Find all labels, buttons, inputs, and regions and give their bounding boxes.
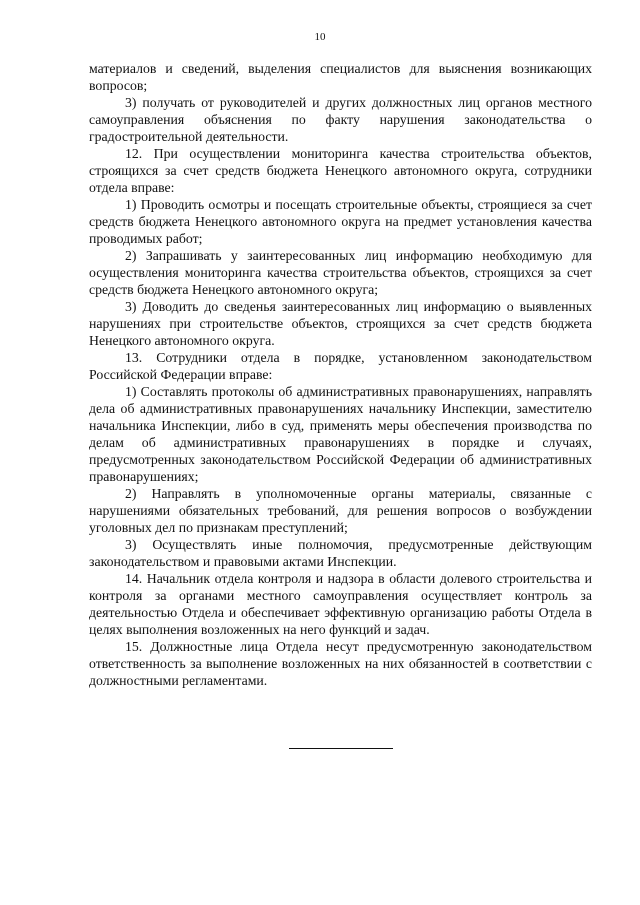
paragraph-continuation: материалов и сведений, выделения специалистов для выяснения возникающих вопросов; bbox=[89, 61, 592, 93]
paragraph-clause-13-item-3: 3) Осуществлять иные полномочия, предусмотренные действующим законодательством и правовыми актами Инспекции. bbox=[89, 537, 592, 569]
paragraph-clause-12-item-3: 3) Доводить до сведенья заинтересованных лиц информацию о выявленных нарушениях при строительстве объектов, строящихся за счет средств бюджета Ненецкого автономного округа. bbox=[89, 299, 592, 348]
end-of-document-rule bbox=[289, 748, 393, 749]
paragraph-clause-13-item-2: 2) Направлять в уполномоченные органы материалы, связанные с нарушениями обязательных требований, для решения вопросов о возбуждении уголовных дел по признакам преступлений; bbox=[89, 486, 592, 535]
paragraph-clause-14: 14. Начальник отдела контроля и надзора в области долевого строительства и контроля за органами местного самоуправления осуществляет контроль за деятельностью Отдела и обеспечивает эффективную организацию работы Отдела в целях выполнения возложенных на него функций и задач. bbox=[89, 571, 592, 637]
paragraph-clause-13: 13. Сотрудники отдела в порядке, установленном законодательством Российской Федерации вправе: bbox=[89, 350, 592, 382]
paragraph-clause-12-item-2: 2) Запрашивать у заинтересованных лиц информацию необходимую для осуществления мониторинга качества строительства объектов, строящихся за счет средств бюджета Ненецкого автономного округа; bbox=[89, 248, 592, 297]
paragraph-clause-12-item-1: 1) Проводить осмотры и посещать строительные объекты, строящиеся за счет средств бюджета Ненецкого автономного округа на предмет установления качества проводимых работ; bbox=[89, 197, 592, 246]
page-number: 10 bbox=[314, 31, 326, 43]
paragraph-clause-13-item-1: 1) Составлять протоколы об административных правонарушениях, направлять дела об административных правонарушениях начальнику Инспекции, заместителю начальника Инспекции, либо в суд, применять меры обеспечения производства по делам об административных правонарушениях в порядке и случаях, предусмотренных законодательством Российской Федерации об административных правонарушениях; bbox=[89, 384, 592, 484]
paragraph-item-3-explanations: 3) получать от руководителей и других должностных лиц органов местного самоуправления объяснения по факту нарушения законодательства о градостроительной деятельности. bbox=[89, 95, 592, 144]
paragraph-clause-12: 12. При осуществлении мониторинга качества строительства объектов, строящихся за счет средств бюджета Ненецкого автономного округа, сотрудники отдела вправе: bbox=[89, 146, 592, 195]
document-body bbox=[89, 60, 592, 689]
paragraph-clause-15: 15. Должностные лица Отдела несут предусмотренную законодательством ответственность за выполнение возложенных на них обязанностей в соответствии с должностными регламентами. bbox=[89, 639, 592, 688]
